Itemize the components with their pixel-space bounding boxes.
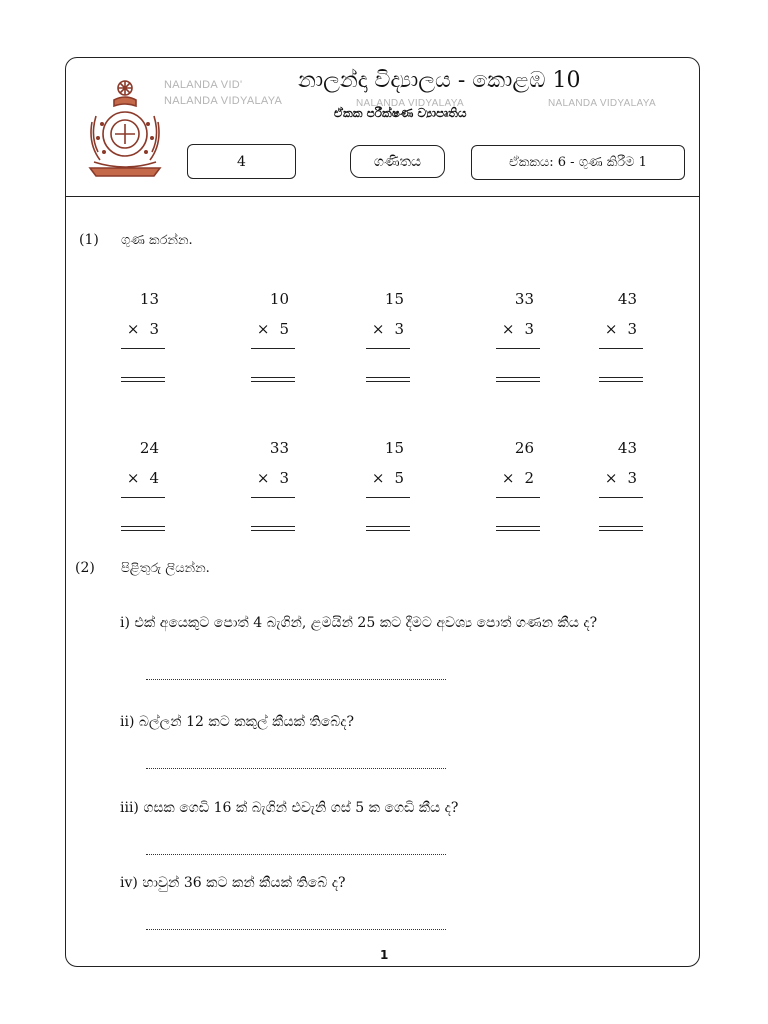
answer-line[interactable] <box>251 348 295 349</box>
question-i <box>120 611 700 635</box>
multiplication-problem <box>591 290 651 390</box>
multiplication-problem <box>358 439 418 539</box>
worksheet-frame <box>65 57 700 967</box>
section-2-number: (2) <box>75 560 95 576</box>
multiplier-row <box>257 320 289 338</box>
watermark-text: NALANDA VIDYALAYA <box>164 95 283 107</box>
page-number: 1 <box>380 948 389 962</box>
test-title: ඒකක පරීක්ෂණ ව්‍යාපෘතිය <box>334 106 467 120</box>
double-underline <box>599 377 643 382</box>
multiplication-problem <box>488 290 548 390</box>
answer-line[interactable] <box>121 348 165 349</box>
question-text: ගසක ගෙඩි 16 ක් බැගින් එවැනි ගස් 5 ක ගෙඩි කීය ද? <box>143 800 459 816</box>
multiplicand: 10 <box>269 290 289 308</box>
double-underline <box>251 377 295 382</box>
multiplicand: 43 <box>617 439 637 457</box>
multiplication-problem <box>243 439 303 539</box>
answer-line[interactable] <box>366 348 410 349</box>
multiplier-row <box>605 469 637 487</box>
times-sign: × <box>371 469 385 487</box>
unit-box: ඒකකය: 6 - ගුණ කිරීම 1 <box>471 145 685 180</box>
multiplier: 5 <box>394 469 404 487</box>
answer-line[interactable] <box>146 679 446 680</box>
multiplication-problem <box>113 290 173 390</box>
answer-line[interactable] <box>146 929 446 930</box>
watermark-text: NALANDA VIDYALAYA <box>356 98 464 109</box>
times-sign: × <box>256 469 270 487</box>
double-underline <box>121 377 165 382</box>
multiplicand: 33 <box>514 290 534 308</box>
question-text: හාවුන් 36 කට කන් කීයක් තිබේ ද? <box>142 875 346 891</box>
multiplier: 3 <box>627 469 637 487</box>
answer-line[interactable] <box>251 497 295 498</box>
multiplier: 5 <box>279 320 289 338</box>
times-sign: × <box>604 320 618 338</box>
answer-line[interactable] <box>366 497 410 498</box>
multiplier-row <box>257 469 289 487</box>
multiplicand: 26 <box>514 439 534 457</box>
multiplication-problem <box>488 439 548 539</box>
answer-line[interactable] <box>121 497 165 498</box>
multiplicand: 33 <box>269 439 289 457</box>
grade-box: 4 <box>187 144 296 179</box>
section-1-title: ගුණ කරන්න. <box>121 233 193 248</box>
question-text: බල්ලන් 12 කට කකුල් කීයක් තිබේද? <box>138 714 354 730</box>
multiplicand: 24 <box>139 439 159 457</box>
multiplicand: 15 <box>384 290 404 308</box>
question-text: එක් අයෙකුට පොත් 4 බැගින්, ළමයින් 25 කට දීමට අවශ්‍ය පොත් ගණන කීය ද? <box>134 615 598 631</box>
times-sign: × <box>604 469 618 487</box>
double-underline <box>496 377 540 382</box>
multiplier-row <box>127 469 159 487</box>
multiplier-row <box>127 320 159 338</box>
question-label: iv) <box>120 875 138 891</box>
answer-line[interactable] <box>146 768 446 769</box>
school-name: නාලන්දා විද්‍යාලය - කොළඹ 10 <box>298 68 581 93</box>
multiplier: 3 <box>149 320 159 338</box>
double-underline <box>366 377 410 382</box>
multiplier: 3 <box>524 320 534 338</box>
times-sign: × <box>126 469 140 487</box>
double-underline <box>251 526 295 531</box>
times-sign: × <box>256 320 270 338</box>
multiplication-problem <box>591 439 651 539</box>
subject-box: ගණිතය <box>350 145 445 178</box>
times-sign: × <box>371 320 385 338</box>
header-divider <box>66 196 699 197</box>
multiplier: 3 <box>279 469 289 487</box>
watermark-text: NALANDA VID' <box>164 79 243 91</box>
answer-line[interactable] <box>599 497 643 498</box>
times-sign: × <box>501 469 515 487</box>
multiplication-problem <box>113 439 173 539</box>
question-label: ii) <box>120 714 135 730</box>
answer-line[interactable] <box>599 348 643 349</box>
multiplier-row <box>502 320 534 338</box>
multiplier-row <box>605 320 637 338</box>
multiplication-problem <box>358 290 418 390</box>
question-iii <box>120 796 458 820</box>
multiplier: 3 <box>394 320 404 338</box>
answer-line[interactable] <box>496 348 540 349</box>
school-crest-logo <box>84 72 166 184</box>
question-label: iii) <box>120 800 139 816</box>
multiplicand: 43 <box>617 290 637 308</box>
times-sign: × <box>126 320 140 338</box>
watermark-text: NALANDA VIDYALAYA <box>548 98 656 109</box>
multiplier: 4 <box>149 469 159 487</box>
times-sign: × <box>501 320 515 338</box>
answer-line[interactable] <box>496 497 540 498</box>
multiplicand: 13 <box>139 290 159 308</box>
multiplier: 2 <box>524 469 534 487</box>
section-1-number: (1) <box>79 232 99 248</box>
double-underline <box>366 526 410 531</box>
question-ii <box>120 710 354 734</box>
multiplier: 3 <box>627 320 637 338</box>
double-underline <box>121 526 165 531</box>
multiplier-row <box>372 320 404 338</box>
double-underline <box>496 526 540 531</box>
question-label: i) <box>120 615 130 631</box>
multiplier-row <box>502 469 534 487</box>
multiplicand: 15 <box>384 439 404 457</box>
multiplier-row <box>372 469 404 487</box>
question-iv <box>120 871 346 895</box>
double-underline <box>599 526 643 531</box>
multiplication-problem <box>243 290 303 390</box>
section-2-title: පිළිතුරු ලියන්න. <box>121 561 210 576</box>
answer-line[interactable] <box>146 854 446 855</box>
